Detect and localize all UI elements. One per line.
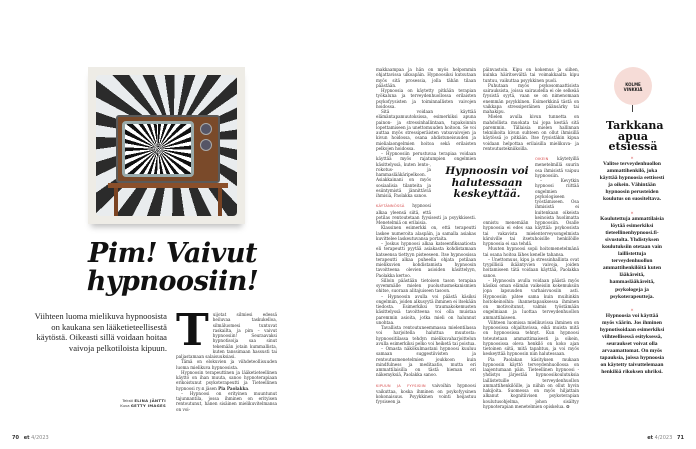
retro-tv (116, 115, 220, 183)
body-paragraph: – Unettomuus, kipu ja stressinhallinta ovat tyypillisiä ikääntyvien vaivoja, joiden hoitamiseen tätä voidaan käyttää, Paolakka sanoo. (483, 256, 579, 278)
tv-spiral-screen (122, 121, 194, 177)
body-column-left (176, 312, 277, 420)
issue-number: 4/2023 (31, 435, 49, 441)
body-paragraph: – Hypnoosi on erityinen muuntunut tajunnantila, jossa ihminen on erityisen rentoutunut, hänen sisäinen mielikuvitelmansa on voi- (176, 390, 277, 412)
body-column-b (483, 67, 579, 421)
body-paragraph: Mielen avulla kivun tunnetta on mahdollista muokata tai jopa kestää sitä paremmin. Tällaisia mielen hallinnan tekniikoita kivun suhteen on ollut ihmisillä käytössä jo pitkään. Itse fyysistäkin kipua voidaan helpottaa erilaisilla mielikuva- ja rentoutustekniikoilla. (483, 114, 579, 151)
headline-line: Pim! Vaivut (88, 238, 257, 269)
magazine-name: et (23, 435, 30, 441)
credit-label: Teksti (122, 398, 134, 403)
body-paragraph: – Hypnoosin avulla voi päästä käsiksi ongelmiin, joiden alkusyytä ihminen ei itsekään tiedosta. Esimerkiksi traumakokemusten käsittelyssä tavoitteena voi olla muistaa paremmin asioita, jotka mieli on halunnut unohtaa. (376, 293, 476, 325)
table-leg (218, 188, 222, 216)
paragraph-text: käytetyillä menetelmillä suurin osa ihmisistä vaipuu hypnoosiin. (535, 156, 579, 178)
pull-quote: Hypnoosin voi halutessaan keskeyttää. (445, 165, 529, 200)
table-leg (114, 188, 118, 216)
body-paragraph: päinvastoin. Kipu on kokemus ja siihen, kuinka häiritsevältä tai voimakkaalta kipu tuntuu, vaikuttaa psyykkinen puoli. (483, 67, 579, 83)
page-number: 70 (12, 435, 19, 441)
sidebar-tip: Valitse terveydenhuollon ammattihenkilö, joka käyttää hypnoosia eettisesti ja oikein. Vähintään hypnoosin perusteiden koulutus on suositeltava. (599, 161, 665, 203)
section-kicker: OIKEIN (535, 157, 549, 161)
body-paragraph: makkaampaa ja hän on myös helpommin ohjattavissa ulkoapäin. Hypnoosiksi kutsutaan myös sitä prosessia, jolla tähän tilaan päästään. (376, 67, 476, 88)
body-column-a (376, 67, 476, 421)
article-lead: Viihteen luoma mielikuva hypnoosista on kaukana sen lääketieteellisestä käytöstä. Oikeasti sillä voidaan hoitaa vaivoja pelkotiloista kipuun. (34, 311, 167, 353)
article-headline (55, 240, 290, 296)
separator-icon: × (630, 306, 634, 312)
separator-icon: × (630, 155, 634, 160)
page-number: 71 (677, 435, 684, 441)
author-name: ELINA JÄNTTI (134, 398, 166, 403)
body-paragraph: Silloin päästään tietoisen tason terapiaa syvemmälle mielen puolustusmekanismien ohitse, suoraan alitajuiseen tasoon. (376, 277, 476, 294)
body-paragraph: Viihteen luomissa mielikuvissa ihminen on hypnoosissa ohjailtavissa, eikä muista mitä on hypnoosissa tehnyt. Kun hypnoosi toteutetaan ammattimaisesti ja oikein, hypnoosissa oleva henkilö on koko ajan tietoinen siitä, mitä tapahtuu, ja voi myös keskeyttää hypnoosin niin halutessaan. (483, 319, 579, 357)
drop-cap: T (176, 312, 209, 356)
sidebar-tip: Hypnoosia voi käyttää myös väärin. Jos ihminen hypnotisoidaan esimerkiksi viihteellisessä esityksessä, seuraukset voivat olla arvaamattomat. On myös tapauksia, joissa hypnoosia on käytetty taivuttelemaan henkilöä rikoksen uhriksi. (599, 312, 665, 376)
section-kicker: KIPUUN JA FYYSISIIN (376, 383, 426, 388)
expert-name: Pia Paolakka (218, 385, 249, 391)
section-kicker: KÄYTÄNNÖSSÄ (376, 204, 405, 209)
body-paragraph: Hypnoosia on käytetty pitkään terapian työkaluna ja terveydenhuollossa erilaisten psykofyysisten ja toiminnallisten vaivojen hoidossa. (376, 88, 476, 109)
body-paragraph: – Hypnoosiin perustuvaa terapiaa voidaan käyttää myös rajatumpien ongelmien käsittelyssä, kuten lento-, rokotus- ja hammaslääkäripelkoon. Asiakkainani on myös sosiaalisia tilanteita ja esiintymistä jännittäviä ihmisiä, Paolakka sanoo. (376, 151, 476, 198)
paragraph-text: hypnoosi alkaa yleensä siitä, että potilas rentoutetaan fyysisesti ja psyykkisesti. Menetelmiä on erilaisia. (376, 203, 476, 225)
paragraph-text: Pia Paolakan käsityksen mukaan hypnoosin käyttö terveydenhuollossa on laajentumaan päin. Tieteellinen hypnoosi -yhdistys järjestää hypnoosikoulutuksia laillistetuille terveydenhuollon ammattihenkilöille, ja niihin on ollut hyvin hakijoita. Suomessa on myös hiljattain alkanut kognitiivisen psykoterapian koulutusohjelma, johon sisältyy hypnoterapian menetelmien opiskelua. (483, 356, 579, 409)
body-paragraph (483, 357, 579, 410)
body-paragraph: – Kevytkin hypnoosi riittää ongelmien psykologiseen työstämiseen. Osa ihmisistä ei kuitenkaan oikeista keinoista huolimatta onnistu menemään hypnoosiin. Osalle hypnoosia ei edes saa käyttää: psykoosista tai vakavista mielenterveysongelmista kärsiville tai itsetuhoisille henkilöille hypnoosia ei saa tehdä. (483, 178, 579, 246)
badge-text: KOLME VINKKIÄ (623, 82, 643, 92)
body-paragraph: Muuten hypnoosi sopii hoitomenetelmänä tai osana hoitoa lähes kenelle tahansa. (483, 246, 579, 257)
body-paragraph: Klassinen esimerkki on, että terapeutti laskee numeroita alaspäin, ja samalla asiakas kuvittelee laskeutuvansa portaita. (376, 225, 476, 241)
body-paragraph: Hypnoosin terapeuttinen ja lääketieteellinen käyttö on ihan muuta, sanoo hypnoterapiaan erikoistunut psykoterapeutti ja Tieteellinen hypnoosi ry:n jäsen Pia Paolakka. (176, 369, 277, 391)
body-paragraph: Tämä on elokuvien ja viihdeteollisuuden luoma mielikuva hypnoosista. (176, 359, 277, 370)
tv-knob (200, 123, 212, 135)
paragraph-text: Hypnoosin terapeuttinen ja lääketieteellinen käyttö on ihan muuta, sanoo hypnoterapiaan erikoistunut psykoterapeutti ja Tieteellinen hypnoosi ry:n jäsen (176, 369, 277, 391)
end-mark-icon: ❂ (566, 403, 570, 409)
body-paragraph: Sitä voidaan käyttää elämäntapamuutoksissa, esimerkiksi apuna painon- ja stressinhallintaan, tupakoinnin lopettamiseen ja unettomuuden hoitoon. Se voi auttaa myös stressiperäisten vatsavaivojen ja kivun hoidossa, osana ahdistuneisuuden ja mielialaongelmien hoitoa sekä erilaisten pelkojen hoidossa. (376, 109, 476, 151)
body-paragraph (376, 383, 476, 405)
photo-source: GETTY IMAGES (130, 403, 166, 408)
tv-knob (200, 139, 212, 151)
body-paragraph: – Joskus hypnoosi alkaa katseenfiksaatiosta eli terapeutti pyytää asiakasta kohdistamaan katseensa tiettyyn pisteeseen. Itse hypnoosissa terapeutti alkaa puheella ohjata potilaan mielikuvien kohdistamista hypnoosin tavoitteena olevien asioiden käsittelyyn, Paolakka kertoo. (376, 241, 476, 278)
separator-icon: × (630, 209, 634, 215)
article-credits (40, 398, 166, 408)
magazine-name: et (647, 435, 654, 441)
sidebar-title: Tarkkana apua etsiessä (606, 119, 664, 153)
paragraph-text: uijotat silmiesi edessä heiluvaa taskukelloa, silmäluomesi tuntuvat raskailta, ja pim – vaivut hypnoosiin! Seuraavaksi hypnotisoija saa sinut tekemään jotain kummallista, kuten tanssimaan hassusti tai paljastamaan salaisuuksiasi. (176, 312, 277, 359)
sidebar-tips (599, 155, 665, 377)
sidebar-badge (614, 67, 652, 105)
badge-connector-line (632, 105, 633, 112)
spiral-background (96, 75, 237, 216)
sidebar-tip: Koulutettuja ammattilaisia löytää esimerkiksi tieteellinenhypnoosi.fi-sivustolta. Yhdistyksen koulutuksiin otetaan vain laillistettuja terveydenhuollon ammattihenkilöitä kuten lääkäreitä, hammaslääkäreitä, psykologeja ja psykoterapeutteja. (600, 215, 664, 300)
footer-left (12, 435, 49, 441)
body-paragraph: – Hypnoosin avulla voidaan päästä myös käsiksi oman elämän vaikeisiin kokemuksiin jopa lapsuuden varhaisvuosiin asti. Hypnoosiin pätee sama kuin muihinkin hoitokeinoihin: ihannetapauksessa ihminen on motivoitunut, valmis työstämään ongelmiaan ja luottaa terveydenhuollon ammattilaiseen. (483, 277, 579, 320)
paragraph-text: vaivoihin hypnoosi vaikuttaa, koska ihminen on psykofyysinen kokonaisuus. Psyykkinen vointi heijastuu fyysiseen ja (376, 382, 476, 405)
body-paragraph: – Omasta näkökulmastani hypnoosi kuuluu samaan suggestiivisten ja rentoutusmenetelmien joukkoon kuin mindfulness ja meditaatio, mutta eri ammattilaisilla on tästä hieman eri näkemyksiä, Paolakka sanoo. (376, 346, 476, 378)
issue-number: 4/2023 (654, 435, 673, 441)
body-paragraph: Tavallista rentoutuneemmassa mielentilassa voi harjoitella haluttua muutosta: hypnoositilassa tehdyn mielikuvaharjoittelun avulla esimerkiksi pelko voi heiketä tai poistua. (376, 325, 476, 346)
tv-table (108, 183, 228, 188)
footer-right (647, 435, 684, 441)
credit-label: Kuva (120, 403, 130, 408)
body-paragraph (176, 312, 277, 359)
headline-line: hypnoosiin! (86, 266, 259, 297)
body-paragraph: Puhutaan myös psykosomaattisista sairauksista, joissa sairaudella ei ole selkeää fyysistä syytä, vaan se on nimenomaan enemmän psyykkinen. Esimerkkinä tästä on vaikkapa stressiperäinen päänsärky tai mahakipu. (483, 82, 579, 114)
hypnosis-tv-photo (88, 67, 245, 224)
